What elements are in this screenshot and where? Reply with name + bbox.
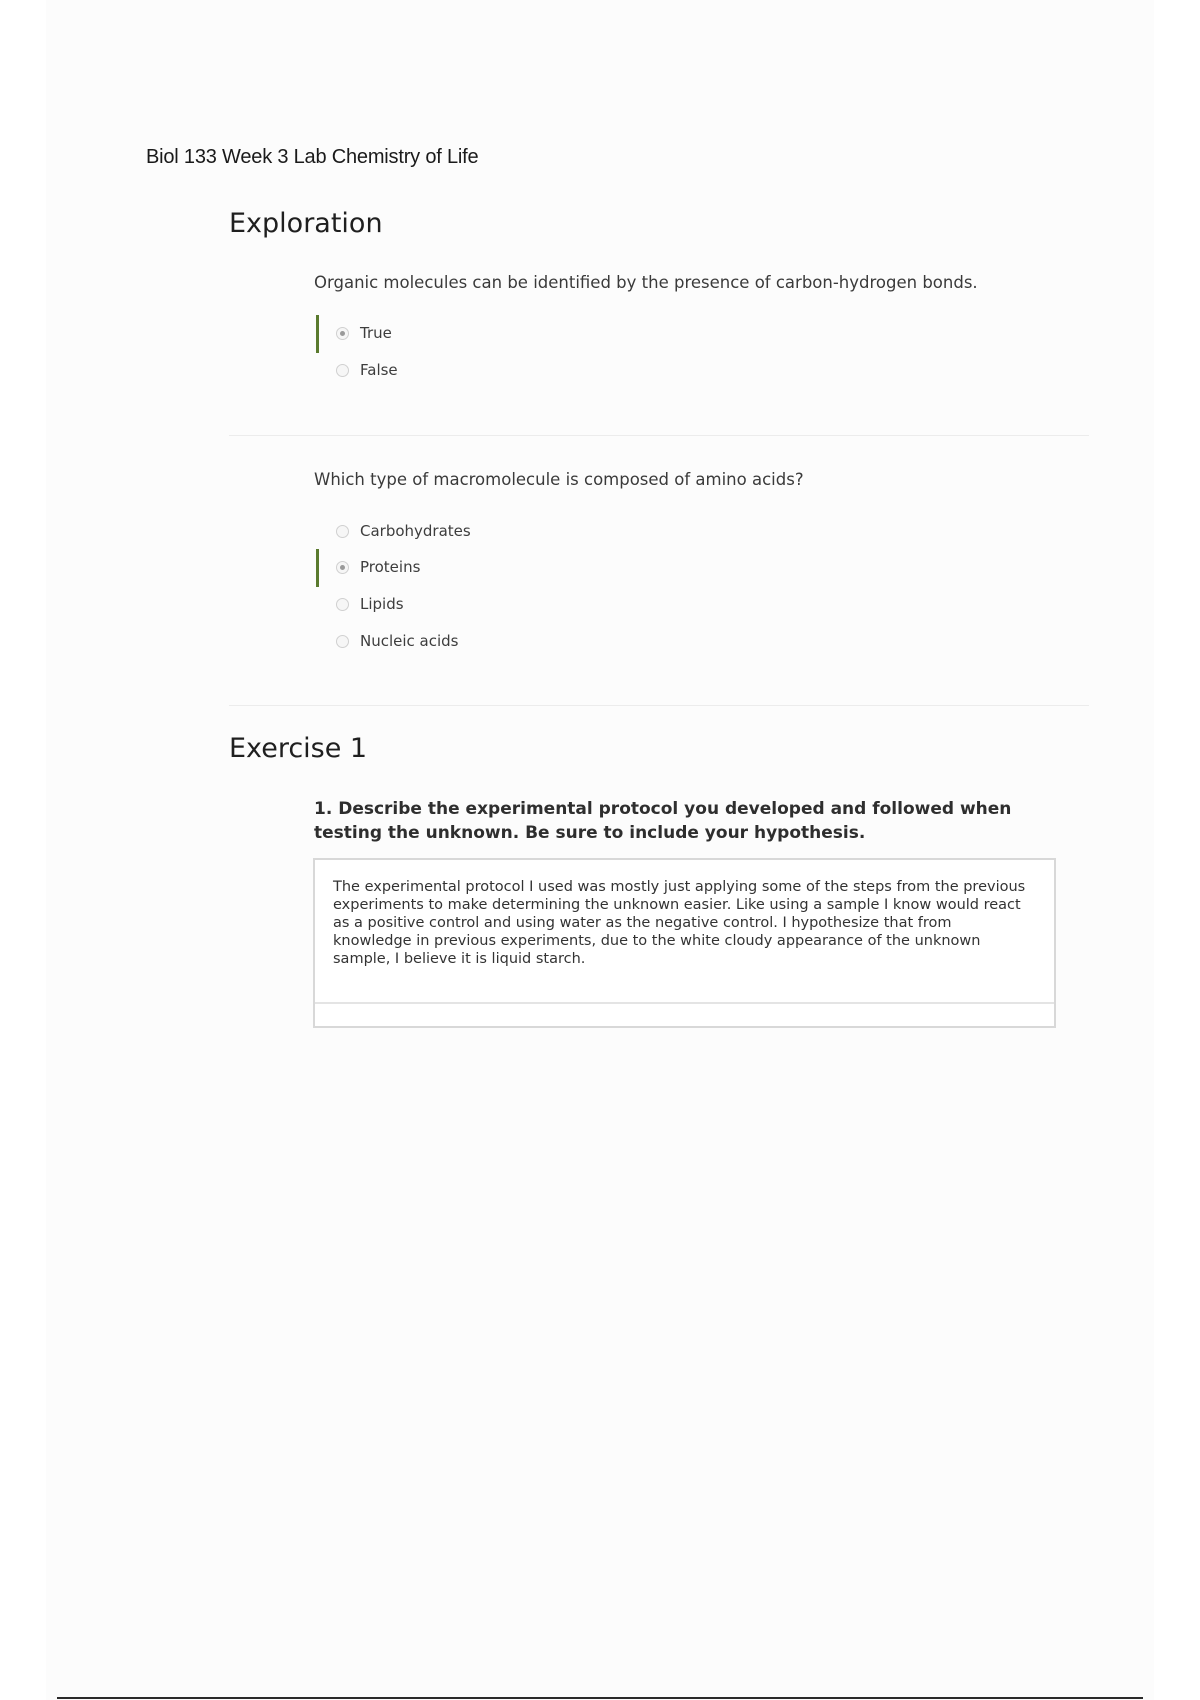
selected-marker: [316, 315, 319, 353]
option-label: Nucleic acids: [360, 632, 459, 650]
page-bottom-rule: [57, 1697, 1143, 1699]
option-carbohydrates[interactable]: [314, 513, 714, 551]
option-nucleic-acids[interactable]: [314, 623, 714, 661]
answer-box-footer: [315, 1002, 1054, 1026]
radio-button-selected[interactable]: [336, 561, 349, 574]
option-label: False: [360, 361, 398, 379]
option-proteins[interactable]: [314, 549, 714, 587]
question-1-text: Organic molecules can be identified by the presence of carbon-hydrogen bonds.: [314, 273, 978, 292]
option-true[interactable]: [314, 315, 714, 353]
section-divider: [229, 435, 1089, 436]
section-divider: [229, 705, 1089, 706]
option-label: Carbohydrates: [360, 522, 471, 540]
radio-button-selected[interactable]: [336, 327, 349, 340]
option-label: Proteins: [360, 558, 421, 576]
option-label: Lipids: [360, 595, 404, 613]
radio-button[interactable]: [336, 598, 349, 611]
exercise-1-prompt: 1. Describe the experimental protocol you developed and followed when testing the unknown. Be sure to include your hypothesis.: [314, 799, 1012, 843]
radio-button[interactable]: [336, 525, 349, 538]
answer-text: The experimental protocol I used was mostly just applying some of the steps from the previous experiments to make determining the unknown easier. Like using a sample I know would react as a positive control and using water as the negative control. I hypothesize that from knowledge in previous experiments, due to the white cloudy appearance of the unknown sample, I believe it is liquid starch.: [333, 879, 1026, 967]
exploration-heading: Exploration: [229, 208, 383, 239]
question-2-text: Which type of macromolecule is composed of amino acids?: [314, 470, 804, 489]
option-false[interactable]: [314, 352, 714, 390]
document-title: Biol 133 Week 3 Lab Chemistry of Life: [146, 146, 479, 168]
answer-textarea[interactable]: [313, 858, 1056, 1028]
radio-button[interactable]: [336, 635, 349, 648]
option-label: True: [360, 324, 392, 342]
option-lipids[interactable]: [314, 586, 714, 624]
selected-marker: [316, 549, 319, 587]
exercise-1-heading: Exercise 1: [229, 733, 368, 764]
document-page: [46, 0, 1154, 1700]
radio-button[interactable]: [336, 364, 349, 377]
